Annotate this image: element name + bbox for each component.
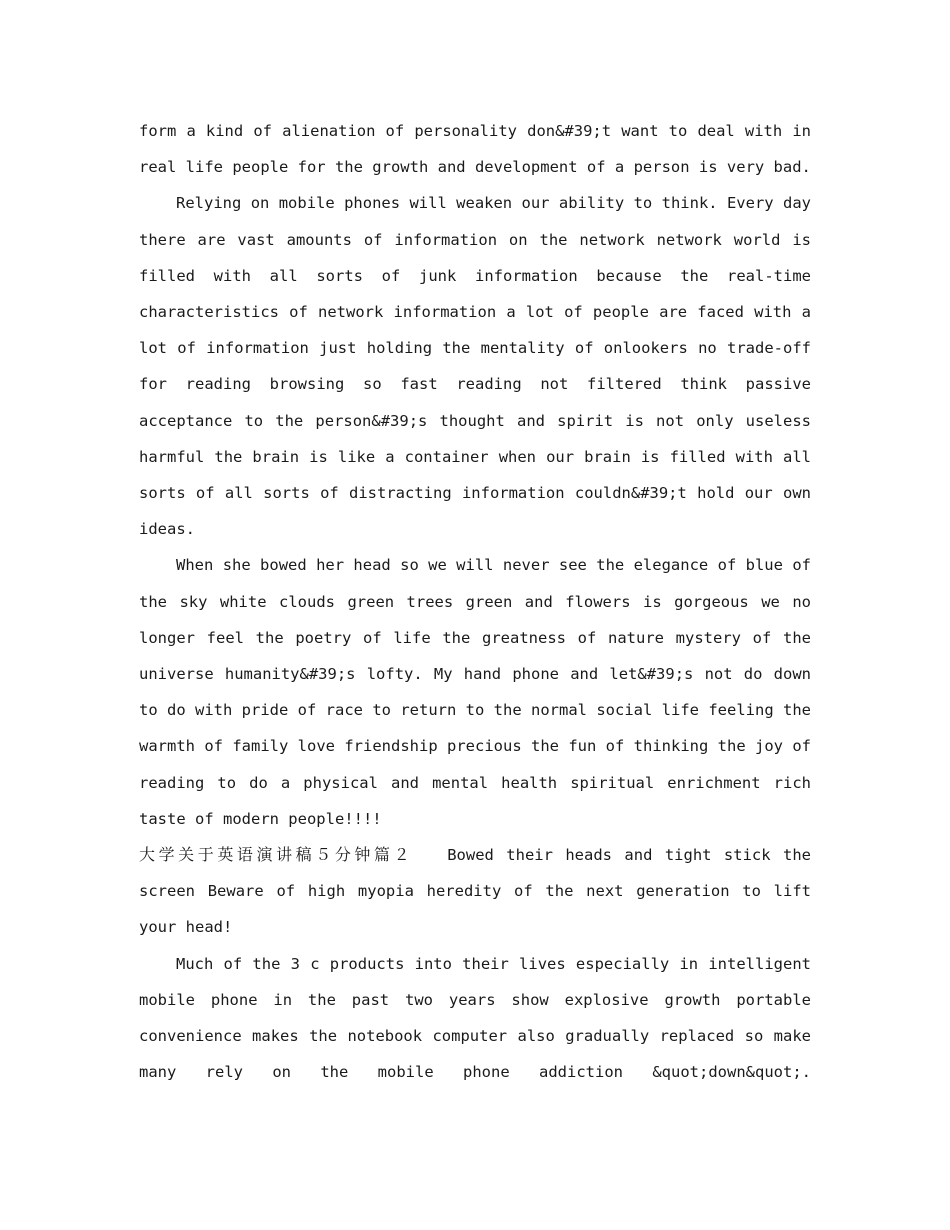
paragraph-1-text: form a kind of alienation of personality don&#39;t want to deal with in real life people for the growth and development of a person is very bad.: [139, 122, 811, 177]
paragraph-5-text: Much of the 3 c products into their lives especially in intelligent mobile phone in the past two years show explosive growth portable convenience makes the notebook computer also gradually replaced so make many rely on the mobile phone addiction &quot;down&quot;.: [139, 954, 811, 1082]
document-page: [139, 113, 811, 1090]
paragraph-2-text: Relying on mobile phones will weaken our ability to think. Every day there are vast amounts of information on the network network world is filled with all sorts of junk information because the real-time characteristics of network information a lot of people are faced with a lot of information just holding the mentality of onlookers no trade-off for reading browsing so fast reading not filtered think passive acceptance to the person&#39;s thought and spirit is not only useless harmful the brain is like a container when our brain is filled with all sorts of all sorts of distracting information couldn&#39;t hold our own ideas.: [139, 194, 811, 539]
paragraph-4: [139, 837, 811, 946]
paragraph-4-text: Bowed their heads and tight stick the screen Beware of high myopia heredity of the next generation to lift your head!: [139, 846, 811, 937]
paragraph-5: [139, 946, 811, 1091]
paragraph-3-text: When she bowed her head so we will never see the elegance of blue of the sky white clouds green trees green and flowers is gorgeous we no longer feel the poetry of life the greatness of nature mystery of the universe humanity&#39;s lofty. My hand phone and let&#39;s not do down to do with pride of race to return to the normal social life feeling the warmth of family love friendship precious the fun of thinking the joy of reading to do a physical and mental health spiritual enrichment rich taste of modern people!!!!: [139, 556, 811, 828]
section-heading: 大学关于英语演讲稿５分钟篇２: [139, 845, 414, 865]
paragraph-3: [139, 547, 811, 837]
paragraph-1: [139, 113, 811, 185]
paragraph-2: [139, 185, 811, 547]
